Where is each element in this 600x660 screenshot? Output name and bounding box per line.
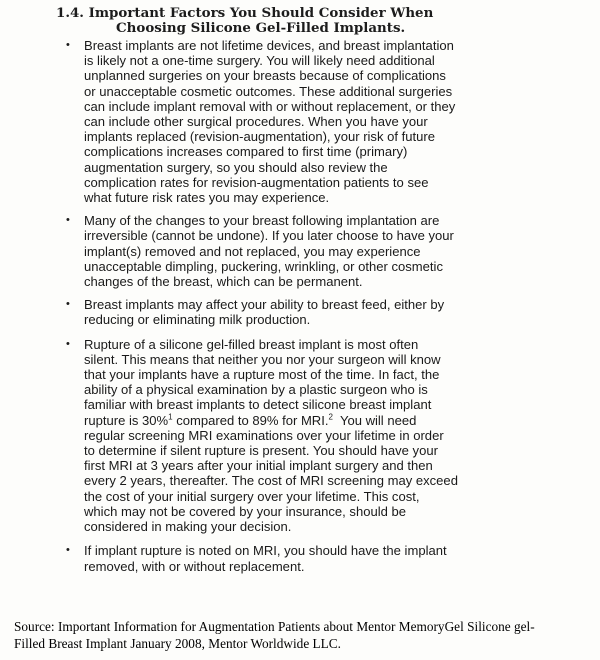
heading-line: 1.4. Important Factors You Should Consider When xyxy=(56,5,434,21)
bullet-list xyxy=(66,38,536,582)
text-line: what future risk rates you may experience. xyxy=(84,190,330,206)
list-item xyxy=(66,337,536,535)
list-item xyxy=(66,543,536,573)
text-line: reducing or eliminating milk production. xyxy=(84,312,311,328)
list-item xyxy=(66,213,536,289)
text-line-with-footnotes xyxy=(84,413,536,428)
text-line: to determine if silent rupture is present. You should have your xyxy=(84,443,438,459)
text-line: complication rates for revision-augmentation patients to see xyxy=(84,174,429,190)
text-line: considered in making your decision. xyxy=(84,519,292,535)
text-segment: rupture is 30% xyxy=(84,412,169,428)
text-line: unacceptable dimpling, puckering, wrinkling, or other cosmetic xyxy=(84,258,443,274)
text-line: irreversible (cannot be undone). If you later choose to have your xyxy=(84,228,454,244)
text-line: Many of the changes to your breast following implantation are xyxy=(84,213,440,229)
text-line: implants replaced (revision-augmentation), your risk of future xyxy=(84,129,435,145)
text-line: removed, with or without replacement. xyxy=(84,558,305,574)
text-line: implant(s) removed and not replaced, you may experience xyxy=(84,243,421,259)
text-line: first MRI at 3 years after your initial implant surgery and then xyxy=(84,458,433,474)
text-line: Breast implants are not lifetime devices, and breast implantation xyxy=(84,38,454,53)
text-line: that your implants have a rupture most of the time. In fact, the xyxy=(84,367,440,383)
text-line: ability of a physical examination by a plastic surgeon who is xyxy=(84,382,428,398)
text-segment: compared to 89% for MRI. xyxy=(172,412,329,428)
list-item xyxy=(66,297,536,327)
bullet-marker: • xyxy=(66,298,70,311)
text-segment: You will need xyxy=(332,412,417,428)
bullet-marker: • xyxy=(66,544,70,557)
bullet-marker: • xyxy=(66,39,70,51)
footnote-ref: 2 xyxy=(328,412,333,422)
footnote-ref: 1 xyxy=(168,412,173,422)
text-line: familiar with breast implants to detect silicone breast implant xyxy=(84,397,432,413)
list-item xyxy=(66,38,536,205)
text-line: unplanned surgeries on your breasts because of complications xyxy=(84,68,446,84)
text-line: changes of the breast, which can be permanent. xyxy=(84,274,363,290)
text-line: which may not be covered by your insurance, should be xyxy=(84,503,407,519)
source-citation xyxy=(14,618,594,652)
text-line: Rupture of a silicone gel-filled breast implant is most often xyxy=(84,336,419,352)
bullet-marker: • xyxy=(66,214,70,227)
text-line: silent. This means that neither you nor your surgeon will know xyxy=(84,351,441,367)
text-line: is likely not a one-time surgery. You will likely need additional xyxy=(84,53,435,69)
text-line: every 2 years, thereafter. The cost of MRI screening may exceed xyxy=(84,473,458,489)
text-line: or unacceptable cosmetic outcomes. These additional surgeries xyxy=(84,83,453,99)
text-line: the cost of your initial surgery over your lifetime. This cost, xyxy=(84,488,420,504)
text-line: complications increases compared to first time (primary) xyxy=(84,144,408,160)
text-line: regular screening MRI examinations over your lifetime in order xyxy=(84,427,444,443)
text-line: can include other surgical procedures. When you have your xyxy=(84,114,428,130)
citation-line: Filled Breast Implant January 2008, Mentor Worldwide LLC. xyxy=(14,636,341,651)
text-line: If implant rupture is noted on MRI, you should have the implant xyxy=(84,543,447,559)
text-line: can include implant removal with or without replacement, or they xyxy=(84,98,456,114)
bullet-marker: • xyxy=(66,337,70,350)
text-line: augmentation surgery, so you should also review the xyxy=(84,159,388,175)
section-heading xyxy=(56,6,476,36)
heading-line: Choosing Silicone Gel-Filled Implants. xyxy=(116,20,406,36)
citation-line: Source: Important Information for Augmentation Patients about Mentor MemoryGel Silicone gel- xyxy=(14,619,535,634)
text-line: Breast implants may affect your ability to breast feed, either by xyxy=(84,297,445,313)
